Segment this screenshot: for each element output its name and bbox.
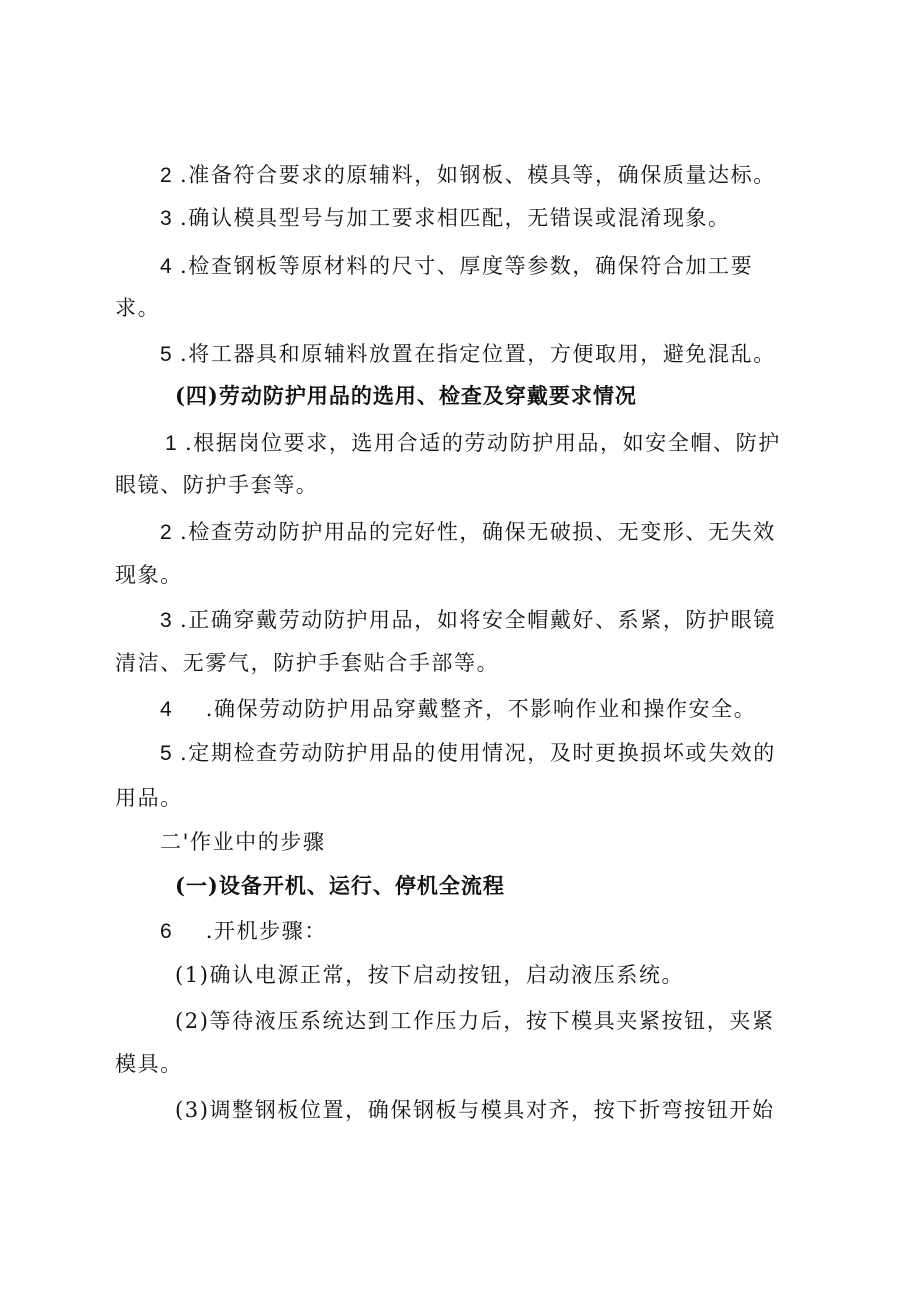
line-text: 清洁、无雾气，防护手套贴合手部等。 [115,651,500,675]
line-text: .正确穿戴劳动防护用品，如将安全帽戴好、系紧，防护眼镜 [171,608,776,632]
line-text: .确认模具型号与加工要求相匹配，无错误或混淆现象。 [171,206,731,230]
line-text: 现象。 [115,563,183,587]
paragraph-line [0,605,920,636]
line-text: .检查钢板等原材料的尺寸、厚度等参数，确保符合加工要 [171,254,754,278]
item-number: 5 [160,343,172,366]
item-number: 1 [165,432,177,455]
item-number: 5 [160,742,172,765]
paragraph-line [0,339,920,370]
paragraph-line [0,560,920,590]
item-number: 6 [160,920,172,943]
line-text: 求。 [115,296,161,320]
paragraph-line [0,428,920,459]
paragraph-line [0,916,920,947]
paragraph-line [0,470,920,500]
paragraph-line [0,694,920,725]
paragraph-line [0,648,920,678]
item-number: 2 [160,521,172,544]
line-text: .定期检查劳动防护用品的使用情况，及时更换损坏或失效的 [171,741,776,765]
line-text: 用品。 [115,786,183,810]
paragraph-line [0,1095,920,1125]
item-number: 2 [160,164,172,187]
line-text: .检查劳动防护用品的完好性，确保无破损、无变形、无失效 [171,520,776,544]
line-text: .确保劳动防护用品穿戴整齐，不影响作业和操作安全。 [205,697,757,721]
paragraph-line [0,517,920,548]
paragraph-line [0,960,920,990]
paragraph-line [0,251,920,282]
paragraph-line [0,1049,920,1079]
item-number: 4 [160,255,172,278]
item-number: 4 [160,698,172,721]
paragraph-line [0,738,920,769]
paragraph-line [0,160,920,191]
line-text: (2)等待液压系统达到工作压力后，按下模具夹紧按钮，夹紧 [175,1009,775,1033]
line-text: .开机步骤： [205,919,327,943]
line-text: .准备符合要求的原辅料，如钢板、模具等，确保质量达标。 [171,163,776,187]
paragraph-line [0,293,920,323]
line-text: 眼镜、防护手套等。 [115,473,319,497]
paragraph-line [0,783,920,813]
item-number: 3 [160,609,172,632]
line-text: (3)调整钢板位置，确保钢板与模具对齐，按下折弯按钮开始 [175,1098,775,1122]
section-heading: (一)设备开机、运行、停机全流程 [175,873,505,898]
section-heading: (四)劳动防护用品的选用、检查及穿戴要求情况 [175,383,637,408]
paragraph-line [0,203,920,234]
paragraph-line [0,1006,920,1036]
line-text: .根据岗位要求，选用合适的劳动防护用品，如安全帽、防护 [176,431,781,455]
item-number: 3 [160,207,172,230]
line-text: 模具。 [115,1052,183,1076]
line-text: .将工器具和原辅料放置在指定位置，方便取用，避免混乱。 [171,342,776,366]
line-text: (1)确认电源正常，按下启动按钮，启动液压系统。 [175,963,685,987]
chapter-heading: 二'作业中的步骤 [160,830,326,854]
